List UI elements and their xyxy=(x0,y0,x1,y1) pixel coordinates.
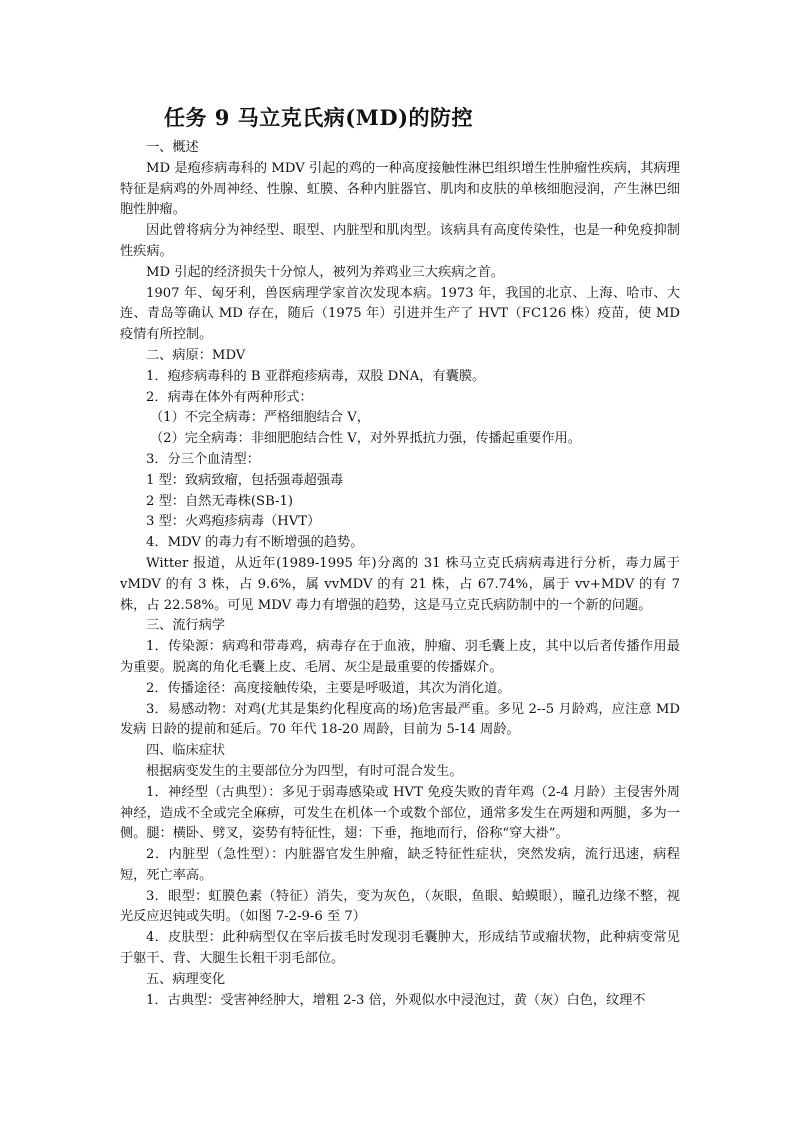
paragraph: 3 型：火鸡疱疹病毒（HVT） xyxy=(146,514,321,530)
paragraph: 1907 年、匈牙利，兽医病理学家首次发现本病。1973 年，我国的北京、上海、哈市、大连、青岛等确认 MD 存在，随后（1975 年）引进并生产了 HVT（FC126 株）疫苗，使 MD 疫情有所控制。 xyxy=(120,285,680,343)
paragraph: 1．疱疹病毒科的 B 亚群疱疹病毒，双股 DNA，有囊膜。 xyxy=(146,368,486,384)
paragraph: （2）完全病毒：非细肥胞结合性 V，对外界抵抗力强，传播起重要作用。 xyxy=(150,431,581,447)
paragraph: 4．皮肤型：此种病型仅在宰后拔毛时发现羽毛囊肿大，形成结节或瘤状物，此种病变常见于躯干、背、大腿生长粗干羽毛部位。 xyxy=(120,930,680,967)
paragraph: 3．易感动物：对鸡(尤其是集约化程度高的场)危害最严重。多见 2--5 月龄鸡，应注意 MD 发病 日龄的提前和延后。70 年代 18-20 周龄，目前为 5-14 周龄。 xyxy=(120,701,680,738)
paragraph: 3．分三个血清型： xyxy=(146,451,260,467)
paragraph: 2．病毒在体外有两种形式： xyxy=(146,389,313,405)
paragraph: 1．古典型：受害神经肿大，增粗 2-3 倍，外观似水中浸泡过，黄（灰）白色，纹理不 xyxy=(146,992,646,1008)
paragraph: 1 型：致病致瘤，包括强毒超强毒 xyxy=(146,472,344,488)
document-body xyxy=(120,138,680,1011)
paragraph: 因此曾将病分为神经型、眼型、内脏型和肌肉型。该病具有高度传染性，也是一种免疫抑制性疾病。 xyxy=(120,223,680,259)
section-heading: 一、概述 xyxy=(146,140,199,155)
paragraph: 2．传播途径：高度接触传染，主要是呼吸道，其次为消化道。 xyxy=(146,680,511,696)
section-heading: 三、流行病学 xyxy=(146,618,226,634)
section-heading: 二、病原：MDV xyxy=(146,347,246,363)
paragraph: 2．内脏型（急性型）：内脏器官发生肿瘤，缺乏特征性症状，突然发病，流行迅速，病程短，死亡率高。 xyxy=(120,847,680,883)
paragraph: （1）不完全病毒：严格细胞结合 V， xyxy=(150,410,370,426)
paragraph: 4．MDV 的毒力有不断增强的趋势。 xyxy=(146,535,364,551)
paragraph: 1．神经型（古典型）：多见于弱毒感染或 HVT 免疫失败的青年鸡（2-4 月龄）主侵害外周神经，造成不全或完全麻痹，可发生在机体一个或数个部位，通常多发生在两翅和两腿，多为一侧。腿：横卧、劈叉，姿势有特征性，翅：下垂，拖地而行，俗称“穿大褂”。 xyxy=(120,784,680,842)
paragraph: 2 型：自然无毒株(SB-1) xyxy=(146,493,294,509)
paragraph: MD 引起的经济损失十分惊人，被列为养鸡业三大疾病之首。 xyxy=(146,264,504,280)
section-heading: 五、病理变化 xyxy=(146,971,226,987)
paragraph: 根据病变发生的主要部位分为四型，有时可混合发生。 xyxy=(146,763,463,779)
page-title: 任务 9 马立克氏病(MD)的防控 xyxy=(164,105,474,130)
paragraph: MD 是疱疹病毒科的 MDV 引起的鸡的一种高度接触性淋巴组织增生性肿瘤性疾病，其病理特征是病鸡的外周神经、性腺、虹膜、各种内脏器官、肌肉和皮肤的单核细胞浸润，产生淋巴细胞性肿瘤。 xyxy=(120,160,680,218)
paragraph: Witter 报道，从近年(1989-1995 年)分离的 31 株马立克氏病病毒进行分析，毒力属于 vMDV 的有 3 株，占 9.6%，属 vvMDV 的有 21 株，占 67.74%，属于 vv+MDV 的有 7 株，占 22.58%。可见 MDV 毒力有增强的趋势，这是马立克氏病防制中的一个新的问题。 xyxy=(120,555,680,613)
paragraph: 3．眼型：虹膜色素（特征）消失，变为灰色，（灰眼，鱼眼、蛤蟆眼），瞳孔边缘不整，视光反应迟钝或失明。（如图 7-2-9-6 至 7） xyxy=(120,888,680,925)
paragraph: 1．传染源：病鸡和带毒鸡，病毒存在于血液，肿瘤、羽毛囊上皮，其中以后者传播作用最为重要。脱离的角化毛囊上皮、毛屑、灰尘是最重要的传播媒介。 xyxy=(120,639,680,675)
section-heading: 四、临床症状 xyxy=(146,743,226,759)
